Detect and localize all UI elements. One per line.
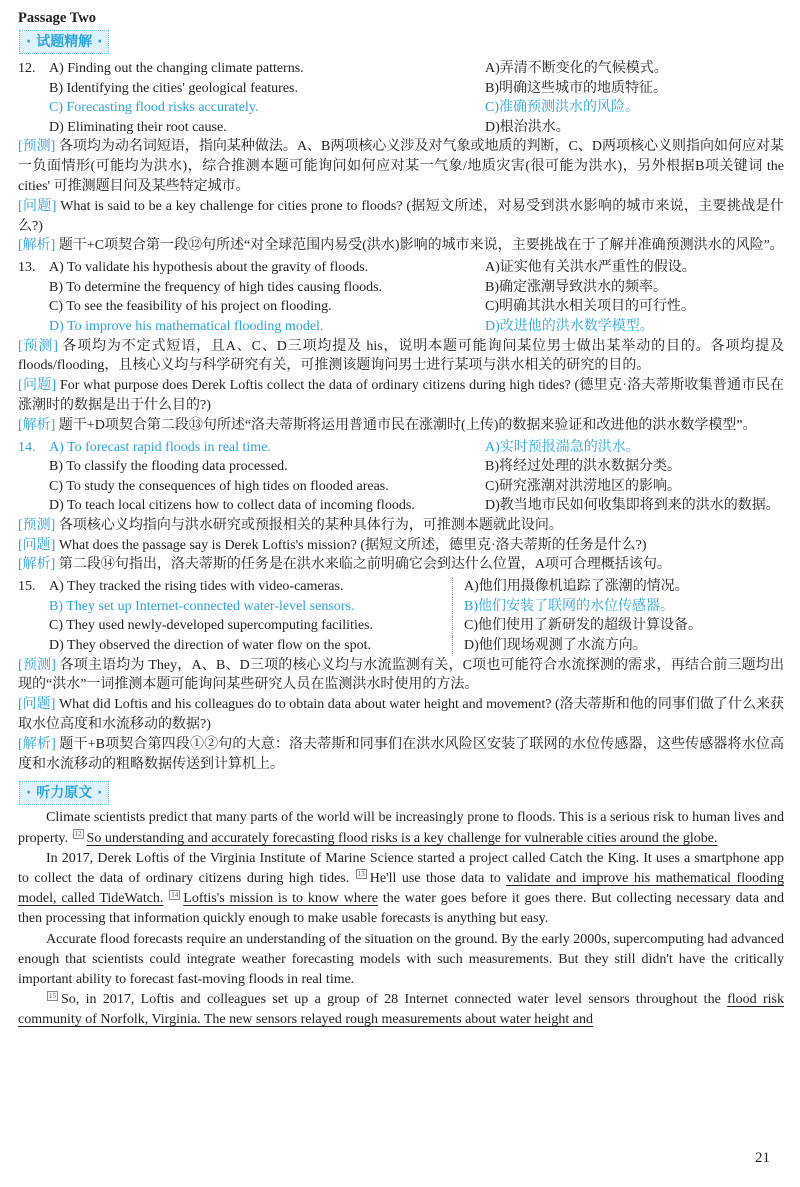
option-chinese: C)明确其洪水相关项目的可行性。: [485, 299, 695, 315]
analysis-note: [18, 735, 784, 775]
option-chinese: C)他们使用了新研发的超级计算设备。: [464, 618, 702, 634]
option-chinese: B)将经过处理的洪水数据分类。: [485, 459, 681, 475]
option-row: [18, 258, 784, 278]
option-english: [18, 118, 485, 138]
predict-note-label: [预测]: [18, 657, 56, 673]
transcript-paragraph: [18, 990, 784, 1030]
predict-note-text: 各项均为动名词短语，指向某种做法。A、B两项核心义涉及对气象或地质的判断，C、D两项核心义则指向如何应对某一负面情形(可能均为洪水)，综合推测本题可能询问如何应对某一气象/地质灾害(很可能为洪水)，另外根据B项关键词 the cities' 可推测题目问及某些特定城市。: [18, 139, 784, 194]
predict-note-text: 各项均为不定式短语，且A、C、D三项均提及 his，说明本题可能询问某位男士做出某举动的目的。各项均提及 floods/flooding，且核心义均与科学研究有关，可推测该题询问男士进行某项与洪水相关的研究的目的。: [18, 338, 785, 374]
option-chinese: A)实时预报湍急的洪水。: [485, 439, 640, 455]
option-row: [18, 118, 784, 138]
option-chinese: B)明确这些城市的地质特征。: [485, 80, 667, 96]
option-text: B) They set up Internet-connected water-level sensors.: [49, 598, 355, 614]
section-header-analysis: · 试题精解 ·: [19, 30, 109, 54]
option-text: C) They used newly-developed supercomputing facilities.: [49, 618, 373, 634]
option-text: B) To classify the flooding data processed.: [49, 459, 288, 475]
question-marker: 12: [74, 829, 82, 838]
transcript-text: [163, 891, 168, 906]
question-note: [18, 197, 784, 237]
option-english: [18, 457, 485, 477]
option-english: [18, 59, 485, 79]
analysis-note-text: 题干+C项契合第一段⑫句所述“对全球范围内易受(洪水)影响的城市来说，主要挑战在于了解并准确预测洪水的风险”。: [58, 238, 784, 254]
question-note: [18, 536, 784, 556]
predict-note-text: 各项主语均为 They，A、B、D三项的核心义均与水流监测有关，C项也可能符合水流探测的需求，再结合前三题均出现的“洪水”一词推测本题可能询问某些研究人员在监测洪水时使用的方法。: [18, 657, 784, 693]
question-note-label: [问题]: [18, 537, 56, 553]
option-row: [18, 496, 784, 516]
page-number: 21: [755, 1150, 770, 1166]
predict-note-text: 各项核心义均指向与洪水研究或预报相关的某种具体行为，可推测本题就此设问。: [58, 517, 563, 533]
predict-note-label: [预测]: [18, 517, 56, 533]
predict-note: [18, 337, 784, 377]
analysis-note-text: 题干+B项契合第四段①②句的大意：洛夫蒂斯和同事们在洪水风险区安装了联网的水位传感器，这些传感器将水位高度和水流移动的粗略数据传送到计算机上。: [18, 736, 785, 772]
option-chinese: D)改进他的洪水数学模型。: [485, 318, 654, 334]
question-12: [18, 59, 784, 256]
option-chinese: C)准确预测洪水的风险。: [485, 100, 639, 116]
predict-note-label: [预测]: [18, 338, 58, 354]
option-text: B) Identifying the cities' geological features.: [49, 80, 298, 96]
option-chinese: D)他们现场观测了水流方向。: [464, 638, 647, 654]
option-row: [18, 438, 784, 458]
transcript: [18, 808, 784, 1030]
option-chinese: A)弄清不断变化的气候模式。: [485, 61, 668, 76]
question-note-text: What is said to be a key challenge for cities prone to floods? (据短文所述，对易受到洪水影响的城市来说，主要挑战是什么?): [18, 198, 784, 234]
option-english: [18, 278, 485, 298]
option-chinese: B)他们安装了联网的水位传感器。: [464, 598, 674, 614]
option-english: [18, 98, 485, 118]
analysis-note-text: 第二段⑭句指出，洛夫蒂斯的任务是在洪水来临之前明确它会到达什么位置，A项可合理概括该句。: [58, 557, 671, 573]
option-row: [18, 278, 784, 298]
analysis-note: [18, 555, 784, 575]
option-text: C) To see the feasibility of his project on flooding.: [49, 299, 332, 315]
passage-title: Passage Two: [18, 10, 97, 26]
option-row: [18, 317, 784, 337]
option-text: A) Finding out the changing climate patterns.: [49, 61, 304, 76]
option-english: [18, 477, 485, 497]
option-row: [18, 79, 784, 99]
analysis-note: [18, 416, 784, 436]
transcript-text: the water goes before it goes there. But collecting necessary data and then processing that information quickly enough to make usable forecasts is anything but easy.: [18, 891, 785, 927]
option-text: C) Forecasting flood risks accurately.: [49, 100, 259, 116]
document-page: [18, 8, 784, 1031]
option-text: B) To determine the frequency of high tides causing floods.: [49, 279, 383, 295]
key-sentence: Loftis's mission is to know where: [183, 891, 378, 907]
question-note-text: What does the passage say is Derek Loftis's mission? (据短文所述，德里克·洛夫蒂斯的任务是什么?): [58, 537, 647, 553]
key-sentence: So understanding and accurately forecasting flood risks is a key challenge for vulnerable cities around the globe.: [86, 830, 718, 846]
predict-note: [18, 656, 784, 696]
question-note-text: For what purpose does Derek Loftis collect the data of ordinary citizens during high tides? (德里克·洛夫蒂斯收集普通市民在涨潮时的数据是出于什么目的?): [18, 378, 784, 413]
option-row: [18, 597, 784, 617]
question-number: 14.: [18, 439, 36, 455]
transcript-text: So, in 2017, Loftis and colleagues set up a group of 28 Internet connected water level sensors throughout the: [61, 992, 728, 1008]
option-row: [18, 577, 784, 597]
option-english: [18, 616, 453, 636]
analysis-note-label: [解析]: [18, 417, 56, 433]
option-row: [18, 636, 784, 656]
question-number: 12.: [18, 61, 36, 76]
option-text: A) They tracked the rising tides with video-cameras.: [49, 579, 344, 595]
question-note-label: [问题]: [18, 697, 56, 713]
option-chinese: A)证实他有关洪水严重性的假设。: [485, 260, 696, 276]
option-english: [18, 636, 453, 656]
option-row: [18, 297, 784, 317]
option-text: D) To improve his mathematical flooding model.: [49, 318, 324, 334]
question-note-label: [问题]: [18, 378, 57, 394]
option-english: [18, 577, 453, 597]
predict-note: [18, 137, 784, 196]
transcript-text: He'll use those data to: [369, 871, 507, 887]
option-chinese: D)根治洪水。: [485, 119, 570, 135]
option-english: [18, 258, 485, 278]
question-note-label: [问题]: [18, 198, 57, 214]
question-note: [18, 376, 784, 416]
analysis-note-text: 题干+D项契合第二段⑬句所述“洛夫蒂斯将运用普通市民在涨潮时(上传)的数据来验证和改进他的洪水数学模型”。: [58, 417, 757, 433]
analysis-note: [18, 236, 784, 256]
option-text: A) To validate his hypothesis about the gravity of floods.: [49, 260, 369, 276]
analysis-note-label: [解析]: [18, 238, 56, 254]
predict-note: [18, 516, 784, 536]
option-english: [18, 496, 485, 516]
question-note-text: What did Loftis and his colleagues do to obtain data about water height and movement? (洛夫蒂斯和他的同事们做了什么来获取水位高度和水流移动的数据?): [18, 697, 785, 733]
question-marker: 15: [49, 991, 56, 1000]
analysis-note-label: [解析]: [18, 557, 56, 573]
option-text: D) They observed the direction of water flow on the spot.: [49, 638, 372, 654]
transcript-paragraph: [18, 849, 784, 930]
option-text: D) To teach local citizens how to collect data of incoming floods.: [49, 498, 415, 514]
option-english: [18, 79, 485, 99]
option-english: [18, 317, 485, 337]
option-chinese: B)确定涨潮导致洪水的频率。: [485, 279, 667, 295]
question-marker: 13: [357, 870, 365, 879]
option-row: [18, 59, 784, 79]
option-chinese: D)教当地市民如何收集即将到来的洪水的数据。: [485, 498, 780, 514]
option-english: [18, 438, 485, 458]
question-marker: 14: [171, 890, 179, 899]
option-row: [18, 616, 784, 636]
option-english: [18, 597, 453, 617]
question-list: [18, 59, 784, 774]
option-chinese: A)他们用摄像机追踪了涨潮的情况。: [464, 579, 689, 595]
option-text: C) To study the consequences of high tides on flooded areas.: [49, 478, 389, 494]
section-header-transcript: · 听力原文 ·: [19, 781, 109, 805]
option-chinese: C)研究涨潮对洪涝地区的影响。: [485, 478, 681, 494]
transcript-paragraph: [18, 808, 784, 848]
option-row: [18, 98, 784, 118]
question-13: [18, 258, 784, 435]
question-15: [18, 577, 784, 774]
option-text: D) Eliminating their root cause.: [49, 119, 227, 135]
transcript-paragraph: [18, 930, 784, 991]
predict-note-label: [预测]: [18, 139, 56, 155]
transcript-text: Accurate flood forecasts require an understanding of the situation on the ground. By the early 2000s, supercomputing had advanced enough that scientists could integrate weather forecasting models with such measurements. But they still didn't have the critically important ability to forecast fast-moving floods in real time.: [18, 931, 784, 988]
key-sentence: flood risk community of Norfolk, Virginia. The new sensors relayed rough measurements about water height and: [18, 992, 784, 1028]
option-row: [18, 457, 784, 477]
transcript-text: Climate scientists predict that many parts of the world will be increasingly prone to floods. This is a serious risk to human lives and property.: [18, 810, 784, 846]
question-number: 15.: [18, 579, 36, 595]
option-text: A) To forecast rapid floods in real time.: [49, 439, 271, 455]
option-row: [18, 477, 784, 497]
analysis-note-label: [解析]: [18, 736, 56, 752]
question-14: [18, 438, 784, 576]
option-english: [18, 297, 485, 317]
question-number: 13.: [18, 260, 36, 276]
question-note: [18, 695, 784, 735]
key-sentence: validate and improve his mathematical flooding model, called TideWatch.: [18, 871, 784, 907]
transcript-text: In 2017, Derek Loftis of the Virginia Institute of Marine Science started a project called Catch the King. It uses a smartphone app to collect the data of ordinary citizens during high tides.: [18, 850, 784, 887]
